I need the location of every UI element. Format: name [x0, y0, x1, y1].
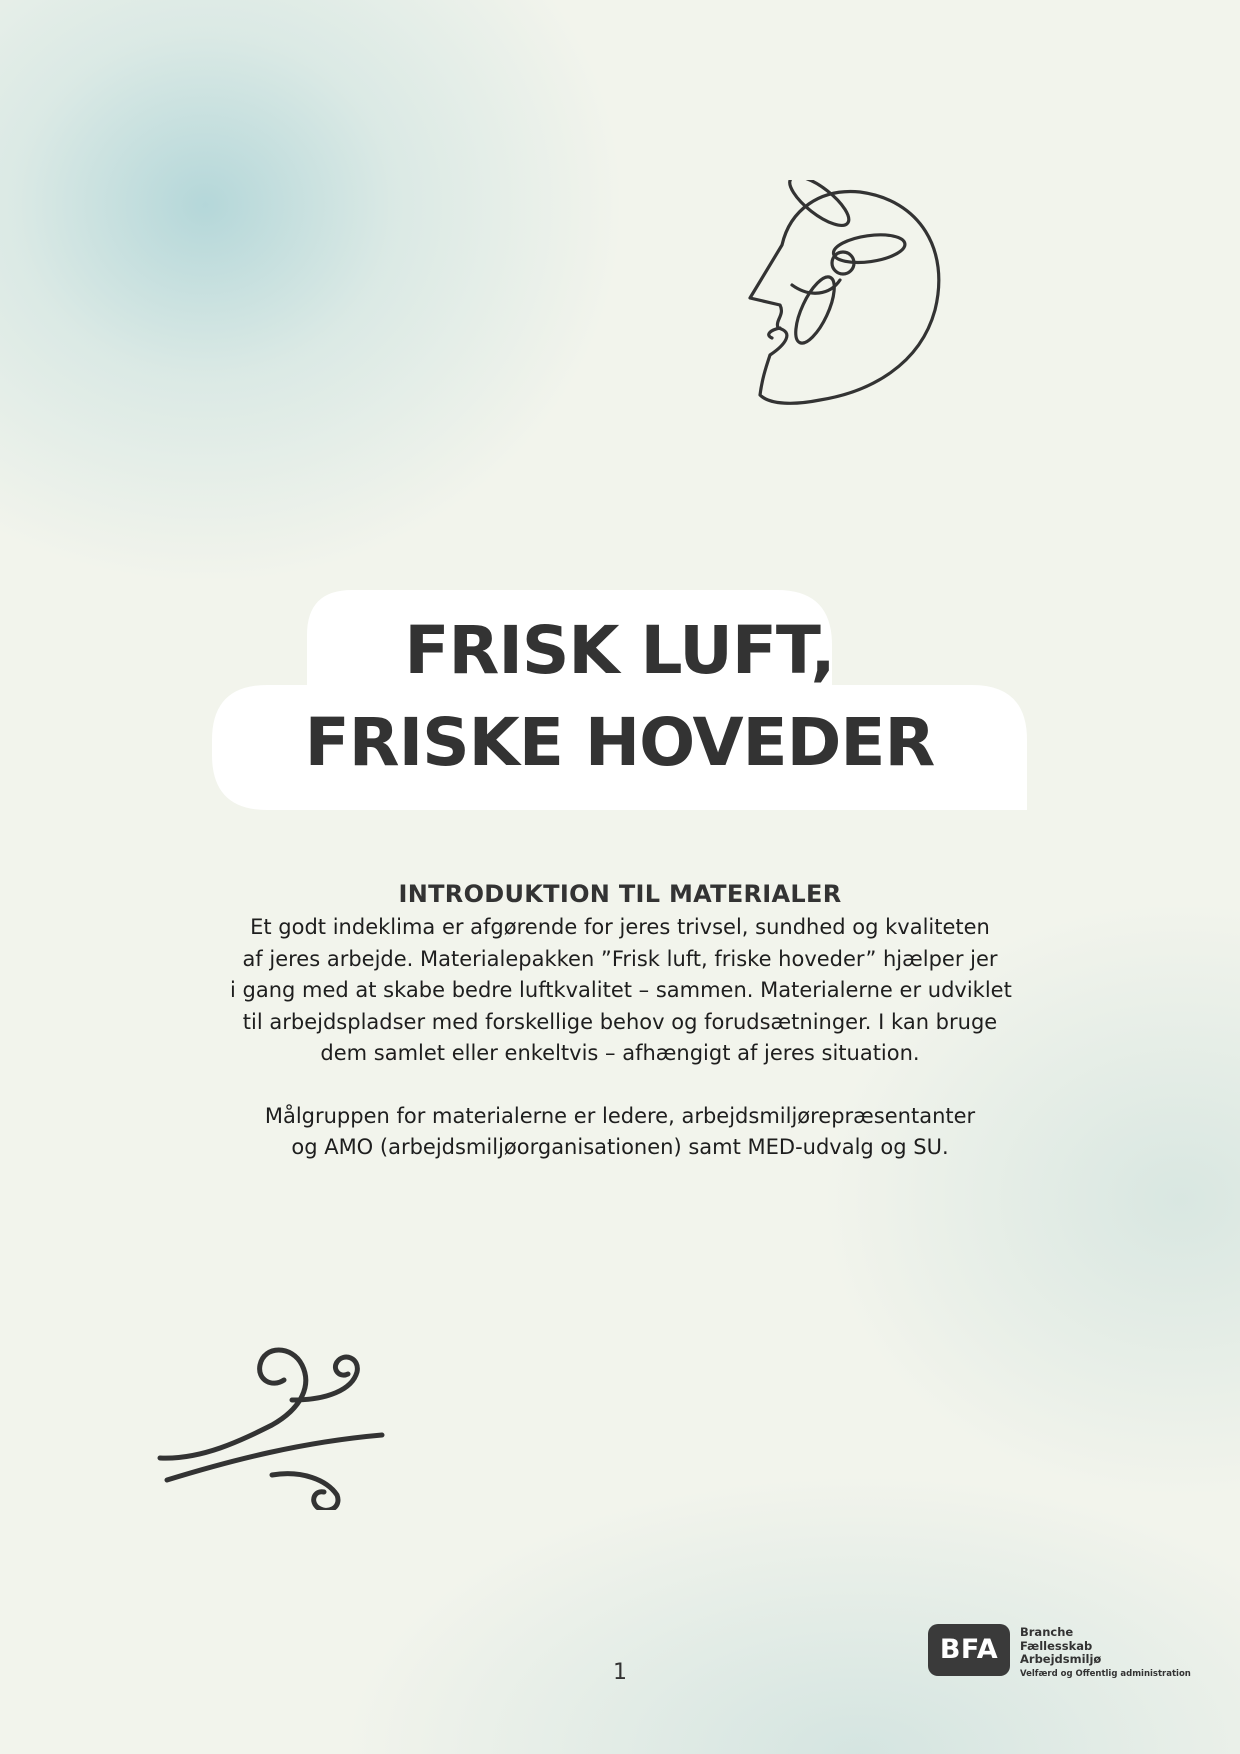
- page-number: 1: [613, 1660, 627, 1685]
- intro-paragraph-2: [230, 1101, 1010, 1164]
- bfa-logo: [928, 1624, 1191, 1681]
- logo-line: Fællesskab: [1020, 1638, 1093, 1653]
- introduction-section: [230, 876, 1010, 1164]
- logo-text: [1020, 1626, 1191, 1681]
- intro-line: dem samlet eller enkeltvis – afhængigt af jeres situation.: [320, 1041, 920, 1065]
- intro-line: Målgruppen for materialerne er ledere, arbejdsmiljørepræsentanter: [264, 1103, 976, 1128]
- intro-line: af jeres arbejde. Materialepakken ”Frisk luft, friske hoveder” hjælper jer: [242, 946, 998, 971]
- intro-line: i gang med at skabe bedre luftkvalitet – sammen. Materialerne er udviklet: [230, 978, 1012, 1002]
- intro-line: Et godt indeklima er afgørende for jeres trivsel, sundhed og kvaliteten: [250, 915, 990, 939]
- logo-badge: BFA: [928, 1624, 1010, 1676]
- intro-line: til arbejdspladser med forskellige behov og forudsætninger. I kan bruge: [242, 1009, 998, 1034]
- intro-paragraph-1: [230, 912, 1010, 1070]
- intro-line: og AMO (arbejdsmiljøorganisationen) samt MED-udvalg og SU.: [291, 1135, 949, 1159]
- logo-subline: Velfærd og Offentlig administration: [1020, 1668, 1191, 1679]
- title-line-2: FRISKE HOVEDER: [304, 704, 935, 781]
- wind-swirl-icon: [152, 1330, 402, 1510]
- intro-heading: INTRODUKTION TIL MATERIALER: [398, 880, 842, 908]
- title-line-1: FRISK LUFT,: [404, 612, 835, 689]
- logo-line: Branche: [1020, 1625, 1074, 1639]
- logo-line: Arbejdsmiljø: [1020, 1652, 1102, 1666]
- head-with-fan-icon: [740, 180, 970, 410]
- page-title: [212, 605, 1027, 789]
